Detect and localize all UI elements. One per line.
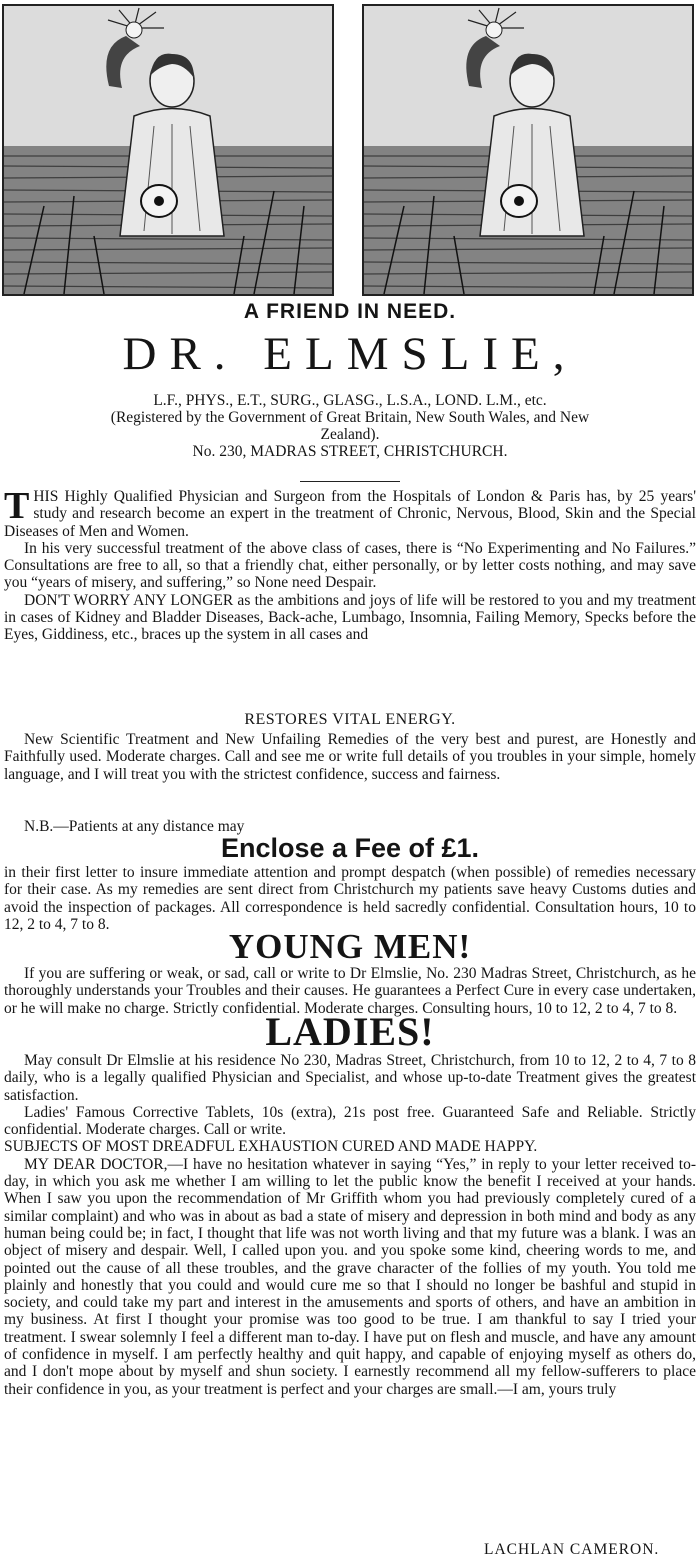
ladies-paragraph: May consult Dr Elmslie at his residence No 230, Madras Street, Christchurch, from 10 to 12, 2 to 4, 7 to 8 daily, who is a legally qualified Physician and Specialist, and whose up-to-date Treatment gives the greatest satisfaction. [4,1052,696,1104]
woman-with-torch-icon [364,6,692,294]
registration-line-2: Zealand). [320,426,380,443]
testimonial-signature: LACHLAN CAMERON. [484,1541,660,1558]
restores-vital-energy-heading: RESTORES VITAL ENERGY. [244,711,456,728]
doctor-name-title: DR. ELMSLIE, [122,328,578,380]
testimonial-letter: MY DEAR DOCTOR,—I have no hesitation whatever in saying “Yes,” in reply to your letter received to-day, in which you ask me whether I am willing to let the public know the benefit I received at your hands. When I saw you upon the recommendation of Mr Griffith whom you had previously completely cured of a similar complaint) and who was in about as bad a state of misery and depression in both mind and body as any human being could be; in fact, I thought that life was not worth living and that my future was a blank. I was an object of misery and despair. Well, I called upon you. and you spoke some kind, cheering words to me, and pointed out the cause of all these troubles, and the grave character of the follies of my youth. You told me plainly and honestly that you could and would cure me so that I should no longer be bashful and stupid in society, and could take my part and interest in the amusements and sports of others, and have an ambition in my business. At first I thought your promise was too good to be true. I am thankful to say I tried your treatment. I swear solemnly I feel a different man to-day. I have put on flesh and muscle, and have any amount of confidence in myself. I am perfectly healthy and quit happy, and capable of enjoying myself as others do, and I don't mope about by myself and shun society. I earnestly recommend all my fellow-sufferers to place their confidence in you, as your treatment is perfect and your charges are small.—I am, yours truly [4,1155,696,1398]
remedies-section [4,731,696,783]
woman-with-torch-engraving-right [362,4,694,296]
ladies-section [4,1052,696,1398]
woman-with-torch-icon [4,6,332,294]
enclose-fee-heading: Enclose a Fee of £1. [220,833,480,863]
drop-cap: T [4,485,30,527]
ladies-heading: LADIES! [265,1009,435,1054]
despatch-section [4,864,696,933]
despatch-paragraph: in their first letter to insure immediate attention and prompt despatch (when possible) of remedies necessary for their case. As my remedies are sent direct from Christchurch my patients save heavy Customs duties and avoid the inspection of packages. All correspondence is held sacredly confidential. Consultation hours, 10 to 12, 2 to 4, 7 to 8. [4,864,696,933]
address-line: No. 230, MADRAS STREET, CHRISTCHURCH. [192,443,508,460]
young-men-heading: YOUNG MEN! [228,927,472,966]
divider [300,481,400,482]
nb-line: N.B.—Patients at any distance may [24,818,245,835]
intro-text: HIS Highly Qualified Physician and Surgeon from the Hospitals of London & Paris has, by 25 years' study and research become an expert in the treatment of Chronic, Nervous, Blood, Skin and the Special Diseases of Men and Women. [4,488,696,540]
registration-line-1: (Registered by the Government of Great Britain, New South Wales, and New [110,409,590,426]
treatment-paragraph: In his very successful treatment of the above class of cases, there is “No Experimenting and No Failures.” Consultations are free to all, so that a friendly chat, either personally, or by letter costs nothing, and may save you “years of misery, and suffering,” so None need Despair. [4,539,696,592]
young-men-paragraph: If you are suffering or weak, or sad, call or write to Dr Elmslie, No. 230 Madras Street, Christchurch, as he thoroughly understands your Troubles and their causes. He guarantees a Perfect Cure in every case undertaken, or he will make no charge. Strictly confidential. Moderate charges. Consulting hours, 10 to 12, 2 to 4, 7 to 8. [4,965,696,1017]
qualifications-block [0,392,700,460]
intro-section [4,485,696,644]
intro-paragraph [4,485,696,540]
friend-in-need-heading: A FRIEND IN NEED. [243,300,457,323]
woman-with-torch-engraving-left [2,4,334,296]
qualifications-line: L.F., PHYS., E.T., SURG., GLASG., L.S.A., LOND. L.M., etc. [153,392,547,409]
dont-worry-paragraph: DON'T WORRY ANY LONGER as the ambitions and joys of life will be restored to you and my treatment in cases of Kidney and Bladder Diseases, Back-ache, Lumbago, Insomnia, Failing Memory, Specks before the Eyes, Giddiness, etc., braces up the system in all cases and [4,591,696,644]
subjects-heading: SUBJECTS OF MOST DREADFUL EXHAUSTION CURED AND MADE HAPPY. [4,1138,538,1156]
remedies-paragraph: New Scientific Treatment and New Unfailing Remedies of the very best and purest, are Honestly and Faithfully used. Moderate charges. Call and see me or write full details of you troubles in your simple, homely language, and I will treat you with the strictest confidence, success and fairness. [4,731,696,783]
tablets-paragraph: Ladies' Famous Corrective Tablets, 10s (extra), 21s post free. Guaranteed Safe and Reliable. Strictly confidential. Moderate charges. Call or write. [4,1103,696,1139]
